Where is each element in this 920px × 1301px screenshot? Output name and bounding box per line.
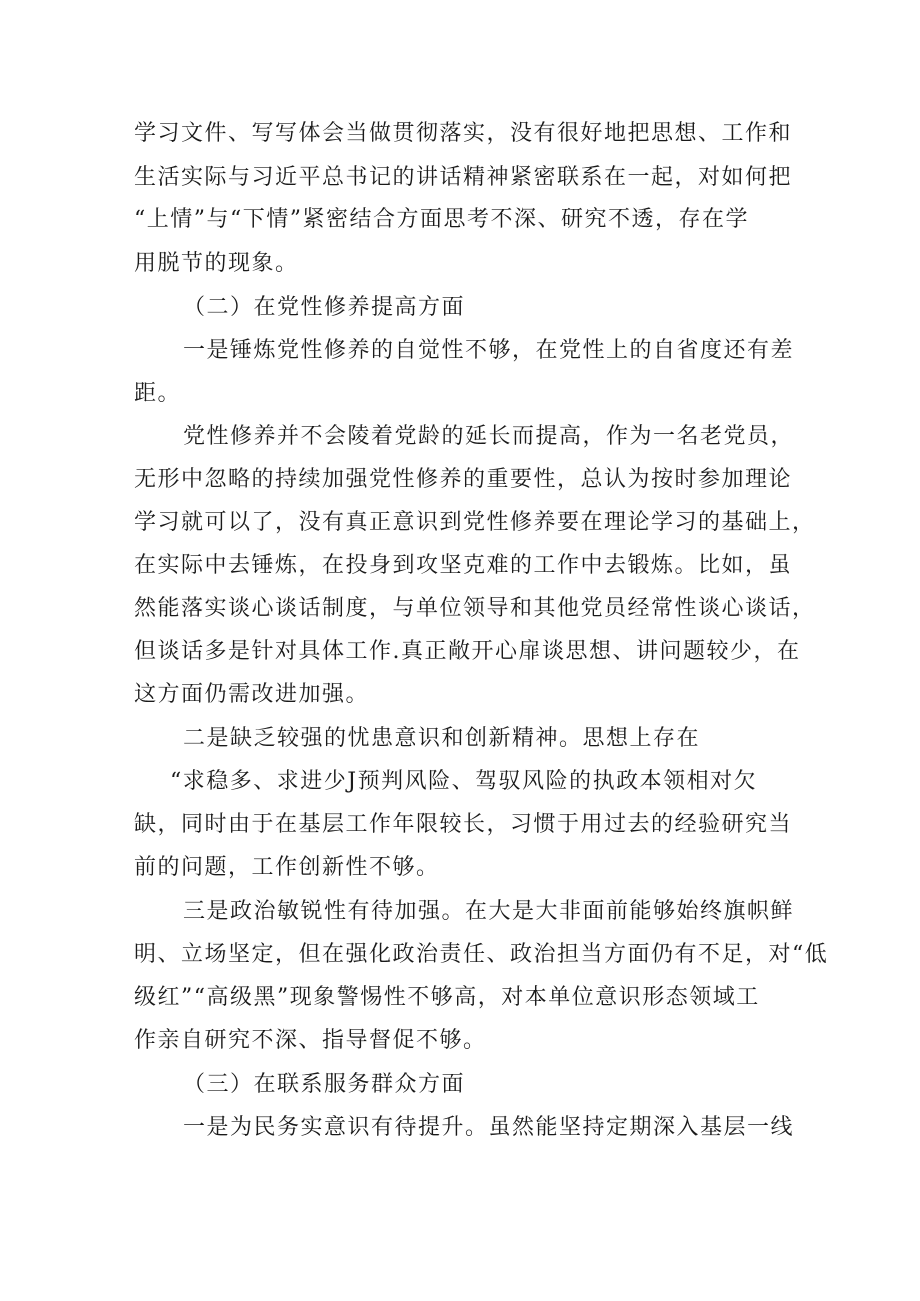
text-line: 在实际中去锤炼，在投身到攻坚克难的工作中去锻炼。比如，虽 <box>134 553 793 578</box>
text-line: 生活实际与习近平总书记的讲话精神紧密联系在一起，对如何把 <box>134 165 793 190</box>
text-line: 但谈话多是针对具体工作.真正敞开心扉谈思想、讲问题较少，在 <box>134 639 801 664</box>
text-line: “求稳多、求进少J预判风险、驾驭风险的执政本领相对欠 <box>170 769 758 794</box>
text-line: “上情”与“下情”紧密结合方面思考不深、研究不透，存在学 <box>134 207 749 232</box>
text-line: 一是为民务实意识有待提升。虽然能坚持定期深入基层一线 <box>183 1115 795 1140</box>
text-line: 党性修养并不会陵着党龄的延长而提高，作为一名老党员， <box>183 424 795 449</box>
text-line: 作亲自研究不深、指导督促不够。 <box>134 1028 487 1053</box>
text-line: 学习文件、写写体会当做贯彻落实，没有很好地把思想、工作和 <box>134 121 793 146</box>
section-heading: （三）在联系服务群众方面 <box>183 1072 466 1097</box>
text-line: 二是缺乏较强的忧患意识和创新精神。思想上存在 <box>183 726 701 751</box>
text-line: 级红”“高级黑”现象警惕性不够高，对本单位意识形态领域工 <box>134 985 760 1010</box>
text-line: 明、立场坚定，但在强化政治责任、政治担当方面仍有不足，对“低 <box>134 942 829 967</box>
text-line: 这方面仍需改进加强。 <box>134 682 370 707</box>
text-line: 缺，同时由于在基层工作年限较长，习惯于用过去的经验研究当 <box>134 812 793 837</box>
text-line: 前的问题，工作创新性不够。 <box>134 855 440 880</box>
text-line: 无形中忽略的持续加强党性修养的重要性，总认为按时参加理论 <box>134 467 793 492</box>
text-line: 学习就可以了，没有真正意识到党性修养要在理论学习的基础上， <box>134 510 816 535</box>
text-line: 用脱节的现象。 <box>134 251 299 276</box>
text-line: 三是政治敏锐性有待加强。在大是大非面前能够始终旗帜鲜 <box>183 899 795 924</box>
text-line: 然能落实谈心谈话制度，与单位领导和其他党员经常性谈心谈话， <box>134 596 816 621</box>
text-line: 一是锤炼党性修养的自觉性不够，在党性上的自省度还有差 <box>183 338 795 363</box>
section-heading: （二）在党性修养提高方面 <box>183 295 466 320</box>
text-line: 距。 <box>134 381 182 406</box>
